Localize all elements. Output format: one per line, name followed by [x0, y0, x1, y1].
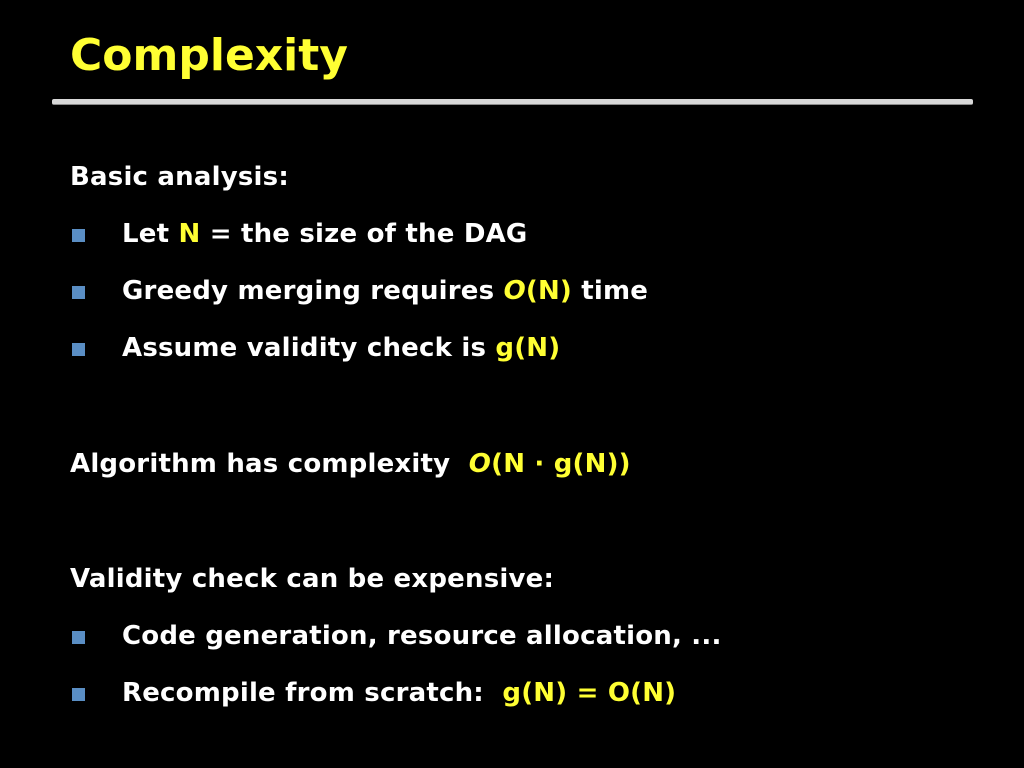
complexity-statement: Algorithm has complexity O(N · g(N)) — [70, 449, 631, 479]
bullet-text: Let N = the size of the DAG — [122, 219, 528, 249]
highlight-term: (N · g(N)) — [491, 449, 631, 479]
big-o-symbol: O — [468, 449, 492, 479]
bullet-text: Assume validity check is g(N) — [122, 333, 561, 363]
square-bullet-icon — [72, 343, 85, 356]
slide-title: Complexity — [70, 30, 348, 81]
square-bullet-icon — [72, 286, 85, 299]
title-divider — [52, 99, 973, 105]
square-bullet-icon — [72, 229, 85, 242]
bullet-text: Code generation, resource allocation, ... — [122, 621, 722, 651]
square-bullet-icon — [72, 688, 85, 701]
big-o-symbol: O — [503, 276, 526, 306]
highlight-term: N — [178, 219, 201, 249]
highlight-term: (N) — [525, 276, 573, 306]
highlight-term: g(N) — [495, 333, 561, 363]
basic-analysis-heading: Basic analysis: — [70, 162, 289, 192]
bullet-text: Recompile from scratch: g(N) = O(N) — [122, 678, 677, 708]
square-bullet-icon — [72, 631, 85, 644]
highlight-term: g(N) = O(N) — [502, 678, 677, 708]
validity-check-heading: Validity check can be expensive: — [70, 564, 555, 594]
bullet-text: Greedy merging requires O(N) time — [122, 276, 649, 306]
